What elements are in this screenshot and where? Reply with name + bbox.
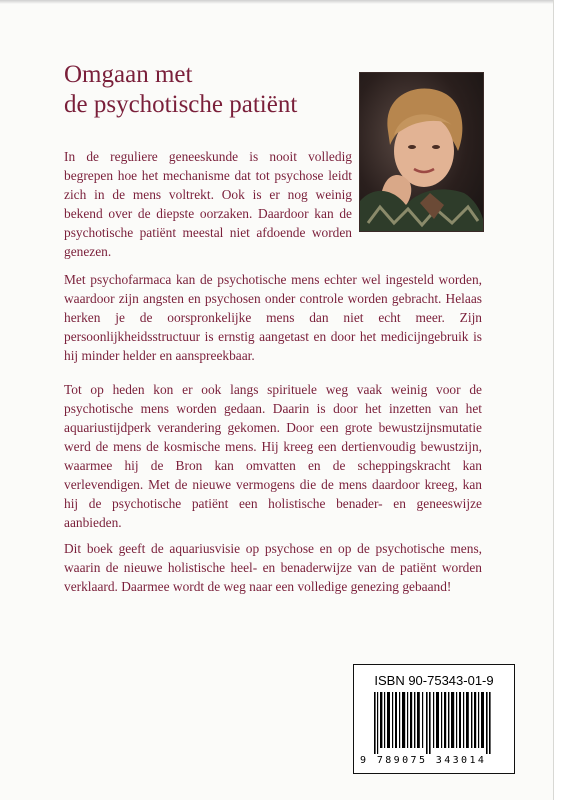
paragraph-2: Met psychofarmaca kan de psychotische mens echter wel ingesteld worden, waardoor zijn angsten en psychosen onder controle worden gebracht. Helaas herken je de oorspronkelijke mens dan niet echt meer. Zijn persoonlijkheidsstructuur is ernstig aangetast en door het medicijngebruik is hij minder helder en aanspreekbaar. [64, 272, 482, 363]
author-photo [359, 72, 484, 232]
barcode-digits: 9 789075 343014 [360, 755, 487, 766]
title-line-2: de psychotische patiënt [64, 91, 298, 118]
author-portrait-icon [360, 73, 483, 231]
paragraph-1: In de reguliere geneeskunde is nooit volledig begrepen hoe het mechanisme dat tot psychose leidt zich in de mens voltrekt. Ook is er nog weinig bekend over de diepste oorzaken. Daardoor kan de psychotische patiënt meestal niet afdoende worden genezen. [64, 149, 352, 259]
barcode [353, 664, 515, 774]
title-line-1: Omgaan met [64, 61, 193, 88]
paragraph-4: Dit boek geeft de aquariusvisie op psychose en op de psychotische mens, waarin de nieuwe holistische heel- en benaderwijze van de patiënt worden verklaard. Daarmee wordt de weg naar een volledige genezing gebaand! [64, 541, 482, 594]
book-title [64, 60, 354, 120]
barcode-bars-icon [374, 692, 494, 754]
paragraph-3: Tot op heden kon er ook langs spirituele weg vaak weinig voor de psychotische mens worden gedaan. Daarin is door het inzetten van het aquariustijdperk verandering gekomen. Door een grote bewustzijnsmutatie werd de mens de kosmische mens. Hij kreeg een dertienvoudig bewustzijn, waarmee hij de Bron kan omvatten en de scheppingskracht kan verlevendigen. Met de nieuwe vermogens die de mens daardoor kreeg, kan hij de psychotische patiënt een holistische benader- en geneeswijze aanbieden. [64, 382, 482, 530]
isbn-label: ISBN 90-75343-01-9 [374, 673, 494, 688]
